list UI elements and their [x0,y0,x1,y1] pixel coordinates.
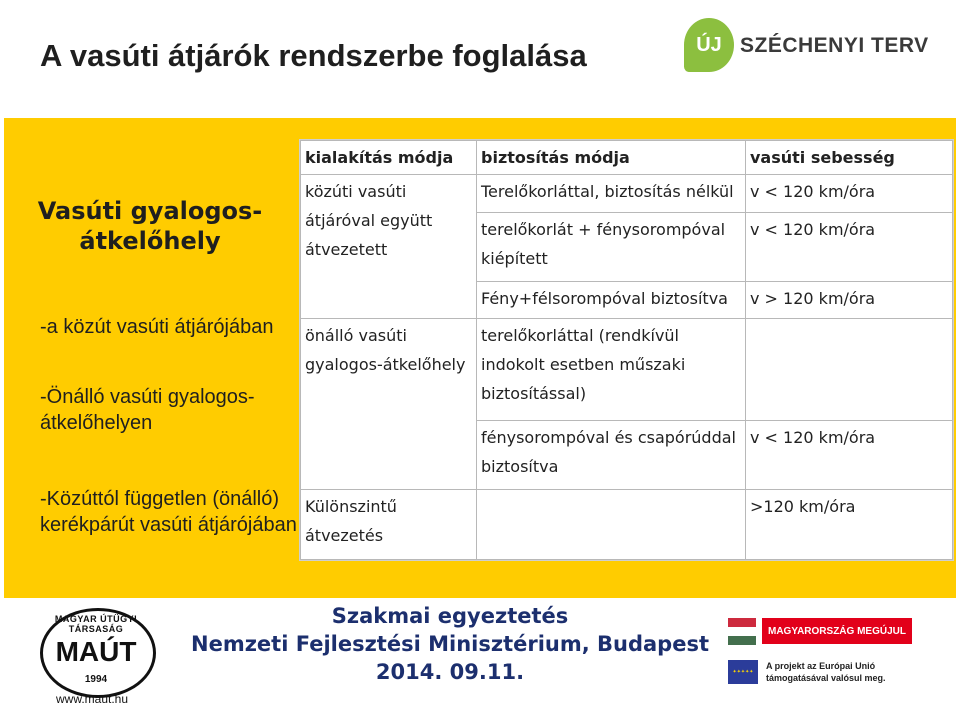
header-cell: kialakítás módja [301,141,477,175]
maut-arc-text: MAGYAR ÚTÜGYI TÁRSASÁG [54,614,138,634]
footer-date: 2014. 09.11. [375,660,525,684]
table-cell: v > 120 km/óra [746,281,953,319]
table-cell: önálló vasúti gyalogos-átkelőhely [301,319,477,490]
maut-name: MAÚT [55,636,137,667]
bullet-item: -Közúttól független (önálló) kerékpárút vasúti átjárójában [40,488,297,536]
table-cell: Terelőkorláttal, biztosítás nélkül [477,175,746,213]
szechenyi-logo-text: SZÉCHENYI TERV [740,34,929,57]
header-cell: biztosítás módja [477,141,746,175]
subtitle-line-2: átkelőhely [79,227,221,255]
table-cell [746,319,953,420]
eu-flag-icon [728,660,758,684]
bullet-item: -a közút vasúti átjárójában [40,316,274,338]
eu-support-text: A projekt az Európai Unió támogatásával valósul meg. [766,661,886,683]
szechenyi-terv-logo [684,18,929,98]
hungarian-flag-icon [728,618,756,646]
maut-url: www.maut.hu [56,692,129,706]
szechenyi-badge-icon: ÚJ [684,18,734,72]
table-cell [477,490,746,560]
table-header-row [301,141,953,175]
bullet-item: -Önálló vasúti gyalogos-átkelőhelyen [40,386,255,434]
table-cell: Különszintű átvezetés [301,490,477,560]
subtitle-line-1: Vasúti gyalogos- [37,197,263,225]
table-cell: terelőkorlát + fénysorompóval kiépített [477,212,746,281]
magyarorszag-megujul-logo [712,610,928,694]
table-cell: közúti vasúti átjáróval együtt átvezetett [301,175,477,319]
table-cell: fénysorompóval és csapórúddal biztosítva [477,420,746,489]
table-row [301,490,953,560]
table-cell: v < 120 km/óra [746,420,953,489]
header-cell: vasúti sebesség [746,141,953,175]
table-row [301,319,953,420]
page-title: A vasúti átjárók rendszerbe foglalása [40,38,587,73]
table-cell: v < 120 km/óra [746,175,953,213]
table-cell: Fény+félsorompóval biztosítva [477,281,746,319]
crossing-table-grid [300,140,953,560]
maut-year: 1994 [84,674,108,685]
table-cell: terelőkorláttal (rendkívül indokolt esetben műszaki biztosítással) [477,319,746,420]
table-row [301,175,953,213]
eu-stars-icon: ✦✦✦✦✦ [732,669,754,675]
table-cell: v < 120 km/óra [746,212,953,281]
maut-logo [32,604,162,704]
footer-event: Szakmai egyeztetés [331,604,569,628]
hu-banner-text: MAGYARORSZÁG MEGÚJUL [762,618,912,644]
table-cell: >120 km/óra [746,490,953,560]
footer-location: Nemzeti Fejlesztési Minisztérium, Budapest [191,632,709,656]
section-subtitle [0,196,300,256]
crossing-table [300,140,953,560]
